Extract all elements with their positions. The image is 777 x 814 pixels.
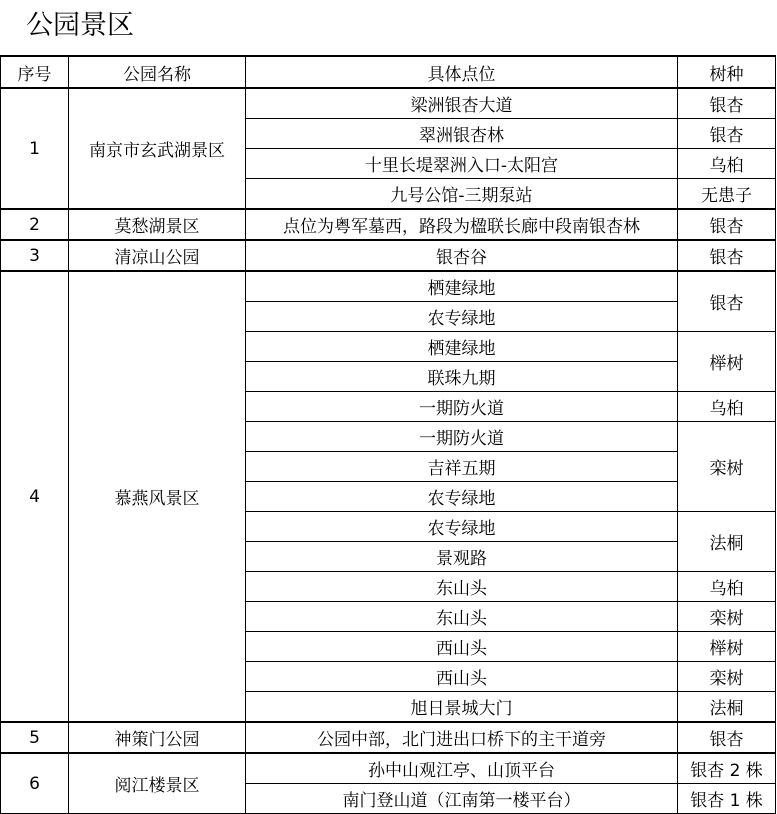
cell-species: 银杏 xyxy=(678,271,776,332)
cell-location: 南门登山道（江南第一楼平台） xyxy=(246,784,678,814)
cell-location: 景观路 xyxy=(246,542,678,572)
cell-location: 孙中山观江亭、山顶平台 xyxy=(246,753,678,784)
cell-species: 银杏 xyxy=(678,119,776,149)
cell-location: 一期防火道 xyxy=(246,392,678,422)
cell-species: 乌桕 xyxy=(678,392,776,422)
cell-species: 乌桕 xyxy=(678,572,776,602)
cell-location: 联珠九期 xyxy=(246,362,678,392)
cell-location: 十里长堤翠洲入口-太阳宫 xyxy=(246,149,678,179)
cell-species: 银杏 xyxy=(678,240,776,271)
cell-species: 法桐 xyxy=(678,512,776,572)
cell-location: 银杏谷 xyxy=(246,240,678,271)
cell-index: 6 xyxy=(1,753,69,814)
cell-location: 翠洲银杏林 xyxy=(246,119,678,149)
cell-location: 梁洲银杏大道 xyxy=(246,88,678,119)
cell-location: 西山头 xyxy=(246,662,678,692)
cell-park-name: 慕燕风景区 xyxy=(69,271,246,722)
cell-index: 3 xyxy=(1,240,69,271)
cell-location: 九号公馆-三期泵站 xyxy=(246,179,678,210)
cell-location: 栖建绿地 xyxy=(246,332,678,362)
cell-species: 栾树 xyxy=(678,422,776,512)
cell-species: 银杏 1 株 xyxy=(678,784,776,814)
cell-species: 无患子 xyxy=(678,179,776,210)
header-location: 具体点位 xyxy=(246,56,678,88)
cell-park-name: 南京市玄武湖景区 xyxy=(69,88,246,209)
cell-location: 农专绿地 xyxy=(246,512,678,542)
cell-species: 法桐 xyxy=(678,692,776,723)
table-row xyxy=(1,722,776,753)
cell-species: 栾树 xyxy=(678,602,776,632)
cell-location: 点位为粤军墓西，路段为楹联长廊中段南银杏林 xyxy=(246,209,678,240)
cell-park-name: 莫愁湖景区 xyxy=(69,209,246,240)
cell-species: 银杏 xyxy=(678,88,776,119)
cell-location: 公园中部，北门进出口桥下的主干道旁 xyxy=(246,722,678,753)
table-header-row xyxy=(1,56,776,88)
table-row xyxy=(1,88,776,119)
park-tree-table xyxy=(0,55,776,814)
cell-species: 银杏 2 株 xyxy=(678,753,776,784)
cell-park-name: 清凉山公园 xyxy=(69,240,246,271)
table-body xyxy=(1,88,776,814)
cell-location: 西山头 xyxy=(246,632,678,662)
table-row xyxy=(1,753,776,784)
cell-species: 银杏 xyxy=(678,722,776,753)
cell-location: 东山头 xyxy=(246,572,678,602)
cell-location: 东山头 xyxy=(246,602,678,632)
table-row xyxy=(1,240,776,271)
header-index: 序号 xyxy=(1,56,69,88)
cell-index: 1 xyxy=(1,88,69,209)
cell-location: 吉祥五期 xyxy=(246,452,678,482)
table-row xyxy=(1,271,776,302)
cell-species: 栾树 xyxy=(678,662,776,692)
cell-index: 5 xyxy=(1,722,69,753)
cell-park-name: 神策门公园 xyxy=(69,722,246,753)
cell-location: 农专绿地 xyxy=(246,482,678,512)
cell-index: 2 xyxy=(1,209,69,240)
table-row xyxy=(1,209,776,240)
cell-index: 4 xyxy=(1,271,69,722)
cell-species: 榉树 xyxy=(678,332,776,392)
header-park-name: 公园名称 xyxy=(69,56,246,88)
cell-species: 银杏 xyxy=(678,209,776,240)
cell-park-name: 阅江楼景区 xyxy=(69,753,246,814)
cell-location: 一期防火道 xyxy=(246,422,678,452)
cell-species: 乌桕 xyxy=(678,149,776,179)
header-species: 树种 xyxy=(678,56,776,88)
page-title: 公园景区 xyxy=(26,10,134,41)
cell-location: 农专绿地 xyxy=(246,302,678,332)
cell-location: 旭日景城大门 xyxy=(246,692,678,723)
cell-location: 栖建绿地 xyxy=(246,271,678,302)
cell-species: 榉树 xyxy=(678,632,776,662)
